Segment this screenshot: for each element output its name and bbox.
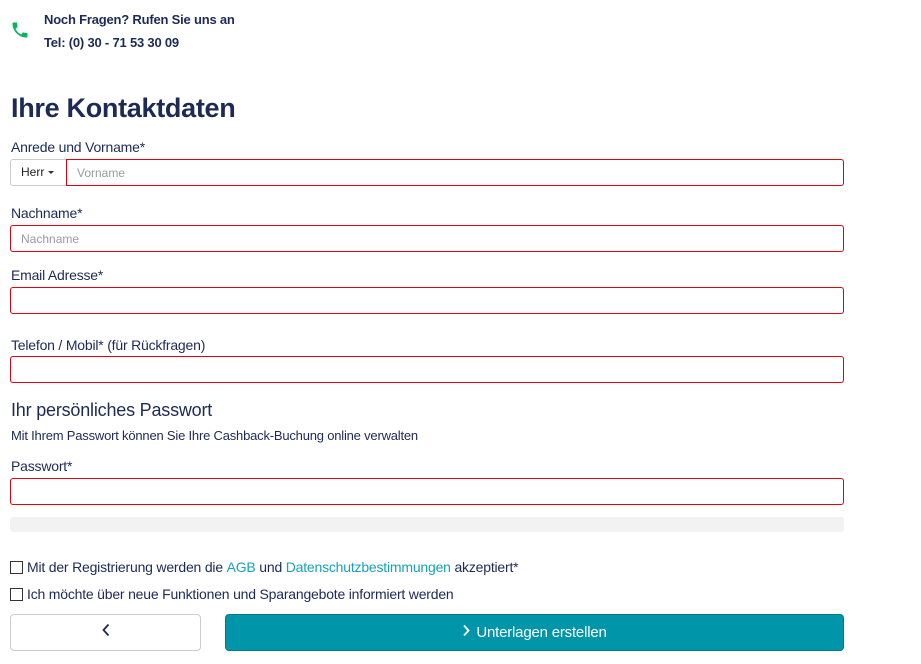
- terms-text-after: akzeptiert*: [450, 559, 519, 575]
- contact-info: [10, 8, 235, 54]
- privacy-link[interactable]: Datenschutzbestimmungen: [285, 559, 451, 575]
- password-section-title: Ihr persönliches Passwort: [11, 400, 213, 420]
- submit-label: Unterlagen erstellen: [476, 624, 607, 641]
- password-label: Passwort*: [11, 458, 73, 474]
- submit-button[interactable]: [225, 614, 844, 651]
- salutation-value: Herr: [21, 165, 45, 179]
- back-button[interactable]: [10, 614, 201, 651]
- firstname-input[interactable]: [66, 159, 844, 186]
- contact-phone-number: Tel: (0) 30 - 71 53 30 09: [44, 35, 179, 50]
- password-section-description: Mit Ihrem Passwort können Sie Ihre Cashback-Buchung online verwalten: [11, 428, 418, 443]
- newsletter-checkbox[interactable]: [10, 588, 23, 601]
- terms-checkbox[interactable]: [10, 561, 23, 574]
- password-strength-bar: [10, 517, 844, 532]
- newsletter-checkbox-row: [10, 586, 454, 602]
- firstname-label: Anrede und Vorname*: [11, 139, 145, 155]
- terms-text-mid: und: [255, 559, 286, 575]
- terms-checkbox-row: [10, 559, 518, 575]
- page-title: Ihre Kontaktdaten: [11, 93, 236, 123]
- phone-label: Telefon / Mobil* (für Rückfragen): [11, 337, 206, 353]
- phone-icon: [10, 20, 30, 40]
- contact-question: Noch Fragen? Rufen Sie uns an: [44, 12, 235, 27]
- email-label: Email Adresse*: [11, 267, 104, 283]
- chevron-left-icon: [101, 623, 111, 642]
- newsletter-text: Ich möchte über neue Funktionen und Sparangebote informiert werden: [27, 586, 454, 602]
- agb-link[interactable]: AGB: [226, 559, 256, 575]
- lastname-label: Nachname*: [11, 205, 83, 221]
- salutation-dropdown[interactable]: [10, 159, 67, 186]
- password-input[interactable]: [10, 478, 844, 505]
- phone-input[interactable]: [10, 356, 844, 383]
- lastname-input[interactable]: [10, 225, 844, 252]
- caret-down-icon: [48, 171, 54, 174]
- email-input[interactable]: [10, 287, 844, 314]
- chevron-right-icon: [462, 624, 476, 641]
- terms-text-before: Mit der Registrierung werden die: [27, 559, 227, 575]
